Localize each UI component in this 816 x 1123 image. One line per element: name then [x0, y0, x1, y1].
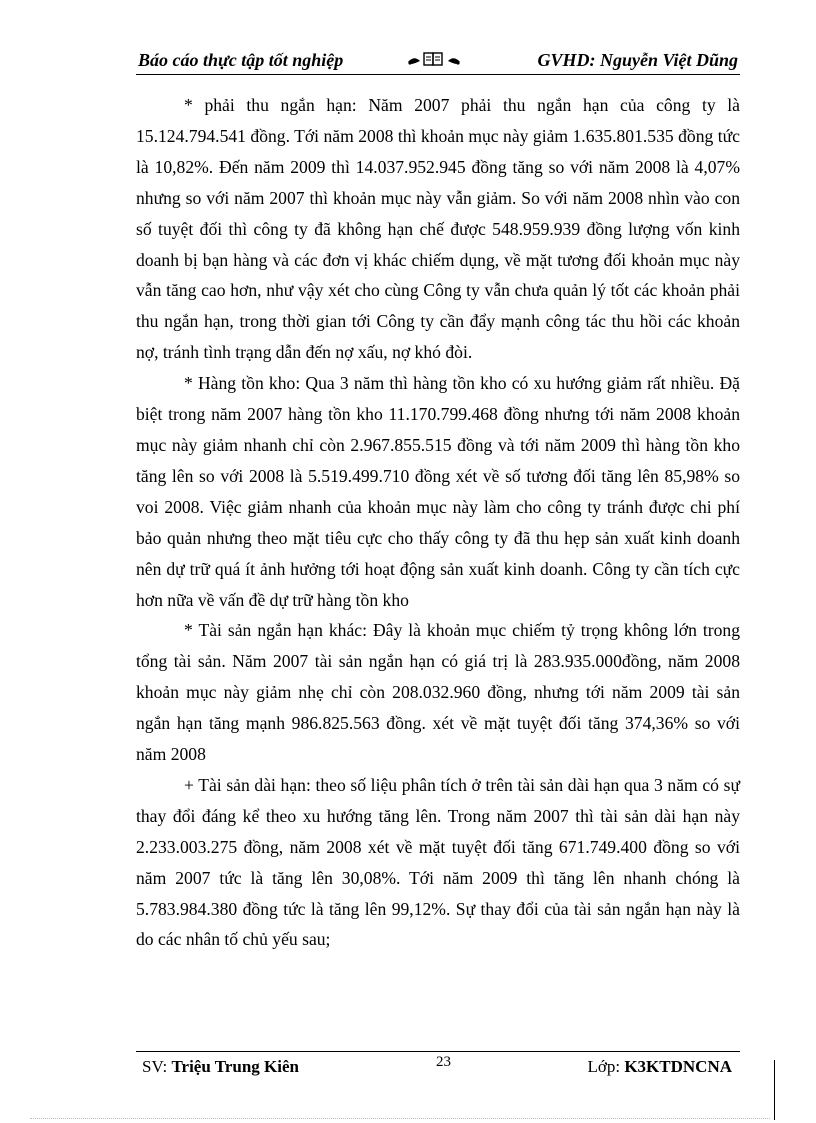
header-advisor: GVHD: Nguyễn Việt Dũng [537, 50, 738, 70]
page-number: 23 [436, 1054, 451, 1070]
book-ornament-icon [406, 50, 462, 68]
footer-student [142, 1057, 299, 1077]
page-footer [136, 1051, 740, 1082]
footer-class-name: K3KTDNCNA [624, 1057, 732, 1076]
header-report-title: Báo cáo thực tập tốt nghiệp [138, 50, 344, 70]
paragraph-other-current-assets: * Tài sản ngắn hạn khác: Đây là khoản mục chiếm tỷ trọng không lớn trong tổng tài sản. Năm 2007 tài sản ngắn hạn có giá trị là 283.935.000đồng, năm 2008 khoản mục này giảm nhẹ chỉ còn 208.032.960 đồng, nhưng tới năm 2009 tài sản ngắn hạn tăng mạnh 986.825.563 đồng. xét về mặt tuyệt đối tăng 374,36% so với năm 2008 [136, 620, 740, 765]
footer-class [587, 1057, 732, 1077]
paragraph-inventory: * Hàng tồn kho: Qua 3 năm thì hàng tồn kho có xu hướng giảm rất nhiều. Đặ biệt trong năm 2007 hàng tồn kho 11.170.799.468 đồng nhưng tới năm 2008 khoản mục này giảm nhanh chỉ còn 2.967.855.515 đồng và tới năm 2009 thì hàng tồn kho tăng lên so với 2008 là 5.519.499.710 đồng xét về số tương đối tăng lên 85,98% so voi 2008. Việc giảm nhanh của khoản mục này làm cho công ty tránh được chi phí bảo quản nhưng theo mặt tiêu cực cho thấy công ty đã thu hẹp sản xuất kinh doanh nên dự trữ quá ít ảnh hưởng tới hoạt động sản xuất kinh doanh. Công ty cần tích cực hơn nữa về vấn đề dự trữ hàng tồn kho [136, 373, 740, 610]
footer-student-name: Triệu Trung Kiên [171, 1057, 299, 1076]
paragraph-long-term-assets: + Tài sản dài hạn: theo số liệu phân tích ở trên tài sản dài hạn qua 3 năm có sự thay đổi đáng kể theo xu hướng tăng lên. Trong năm 2007 thì tài sản dài hạn này 2.233.003.275 đồng, năm 2008 xét về mặt tuyệt đối tăng 671.749.400 đồng so với năm 2007 tức là tăng lên 30,08%. Tới năm 2009 thì tăng lên nhanh chóng là 5.783.984.380 đồng tức là tăng lên 99,12%. Sự thay đổi của tài sản ngắn hạn này là do các nhân tố chủ yếu sau; [136, 774, 740, 950]
footer-student-label: SV: [142, 1057, 172, 1076]
paragraph-short-term-receivables: * phải thu ngắn hạn: Năm 2007 phải thu ngắn hạn của công ty là 15.124.794.541 đồng. Tới năm 2008 thì khoản mục này giảm 1.635.801.535 đồng tức là 10,82%. Đến năm 2009 thì 14.037.952.945 đồng tăng so với năm 2008 là 4,07% nhưng so với năm 2007 thì khoản mục này vẫn giảm. So với năm 2008 nhìn vào con số tuyệt đối thì công ty đã không hạn chế được 548.959.939 đồng lượng vốn kinh doanh bị bạn hàng và các đơn vị khác chiếm dụng, về mặt tương đối khoản mục này vẫn tăng cao hơn, như vậy xét cho cùng Công ty vẫn chưa quản lý tốt các khoản phải thu ngắn hạn, trong thời gian tới Công ty cần đẩy mạnh công tác thu hồi các khoản nợ, tránh tình trạng dẫn đến nợ xấu, nợ khó đòi. [136, 95, 740, 363]
page-body [136, 90, 740, 955]
footer-class-label: Lớp: [587, 1057, 625, 1076]
margin-rule [774, 1060, 775, 1120]
page-header [136, 46, 740, 75]
bottom-dotted-rule [30, 1118, 770, 1119]
